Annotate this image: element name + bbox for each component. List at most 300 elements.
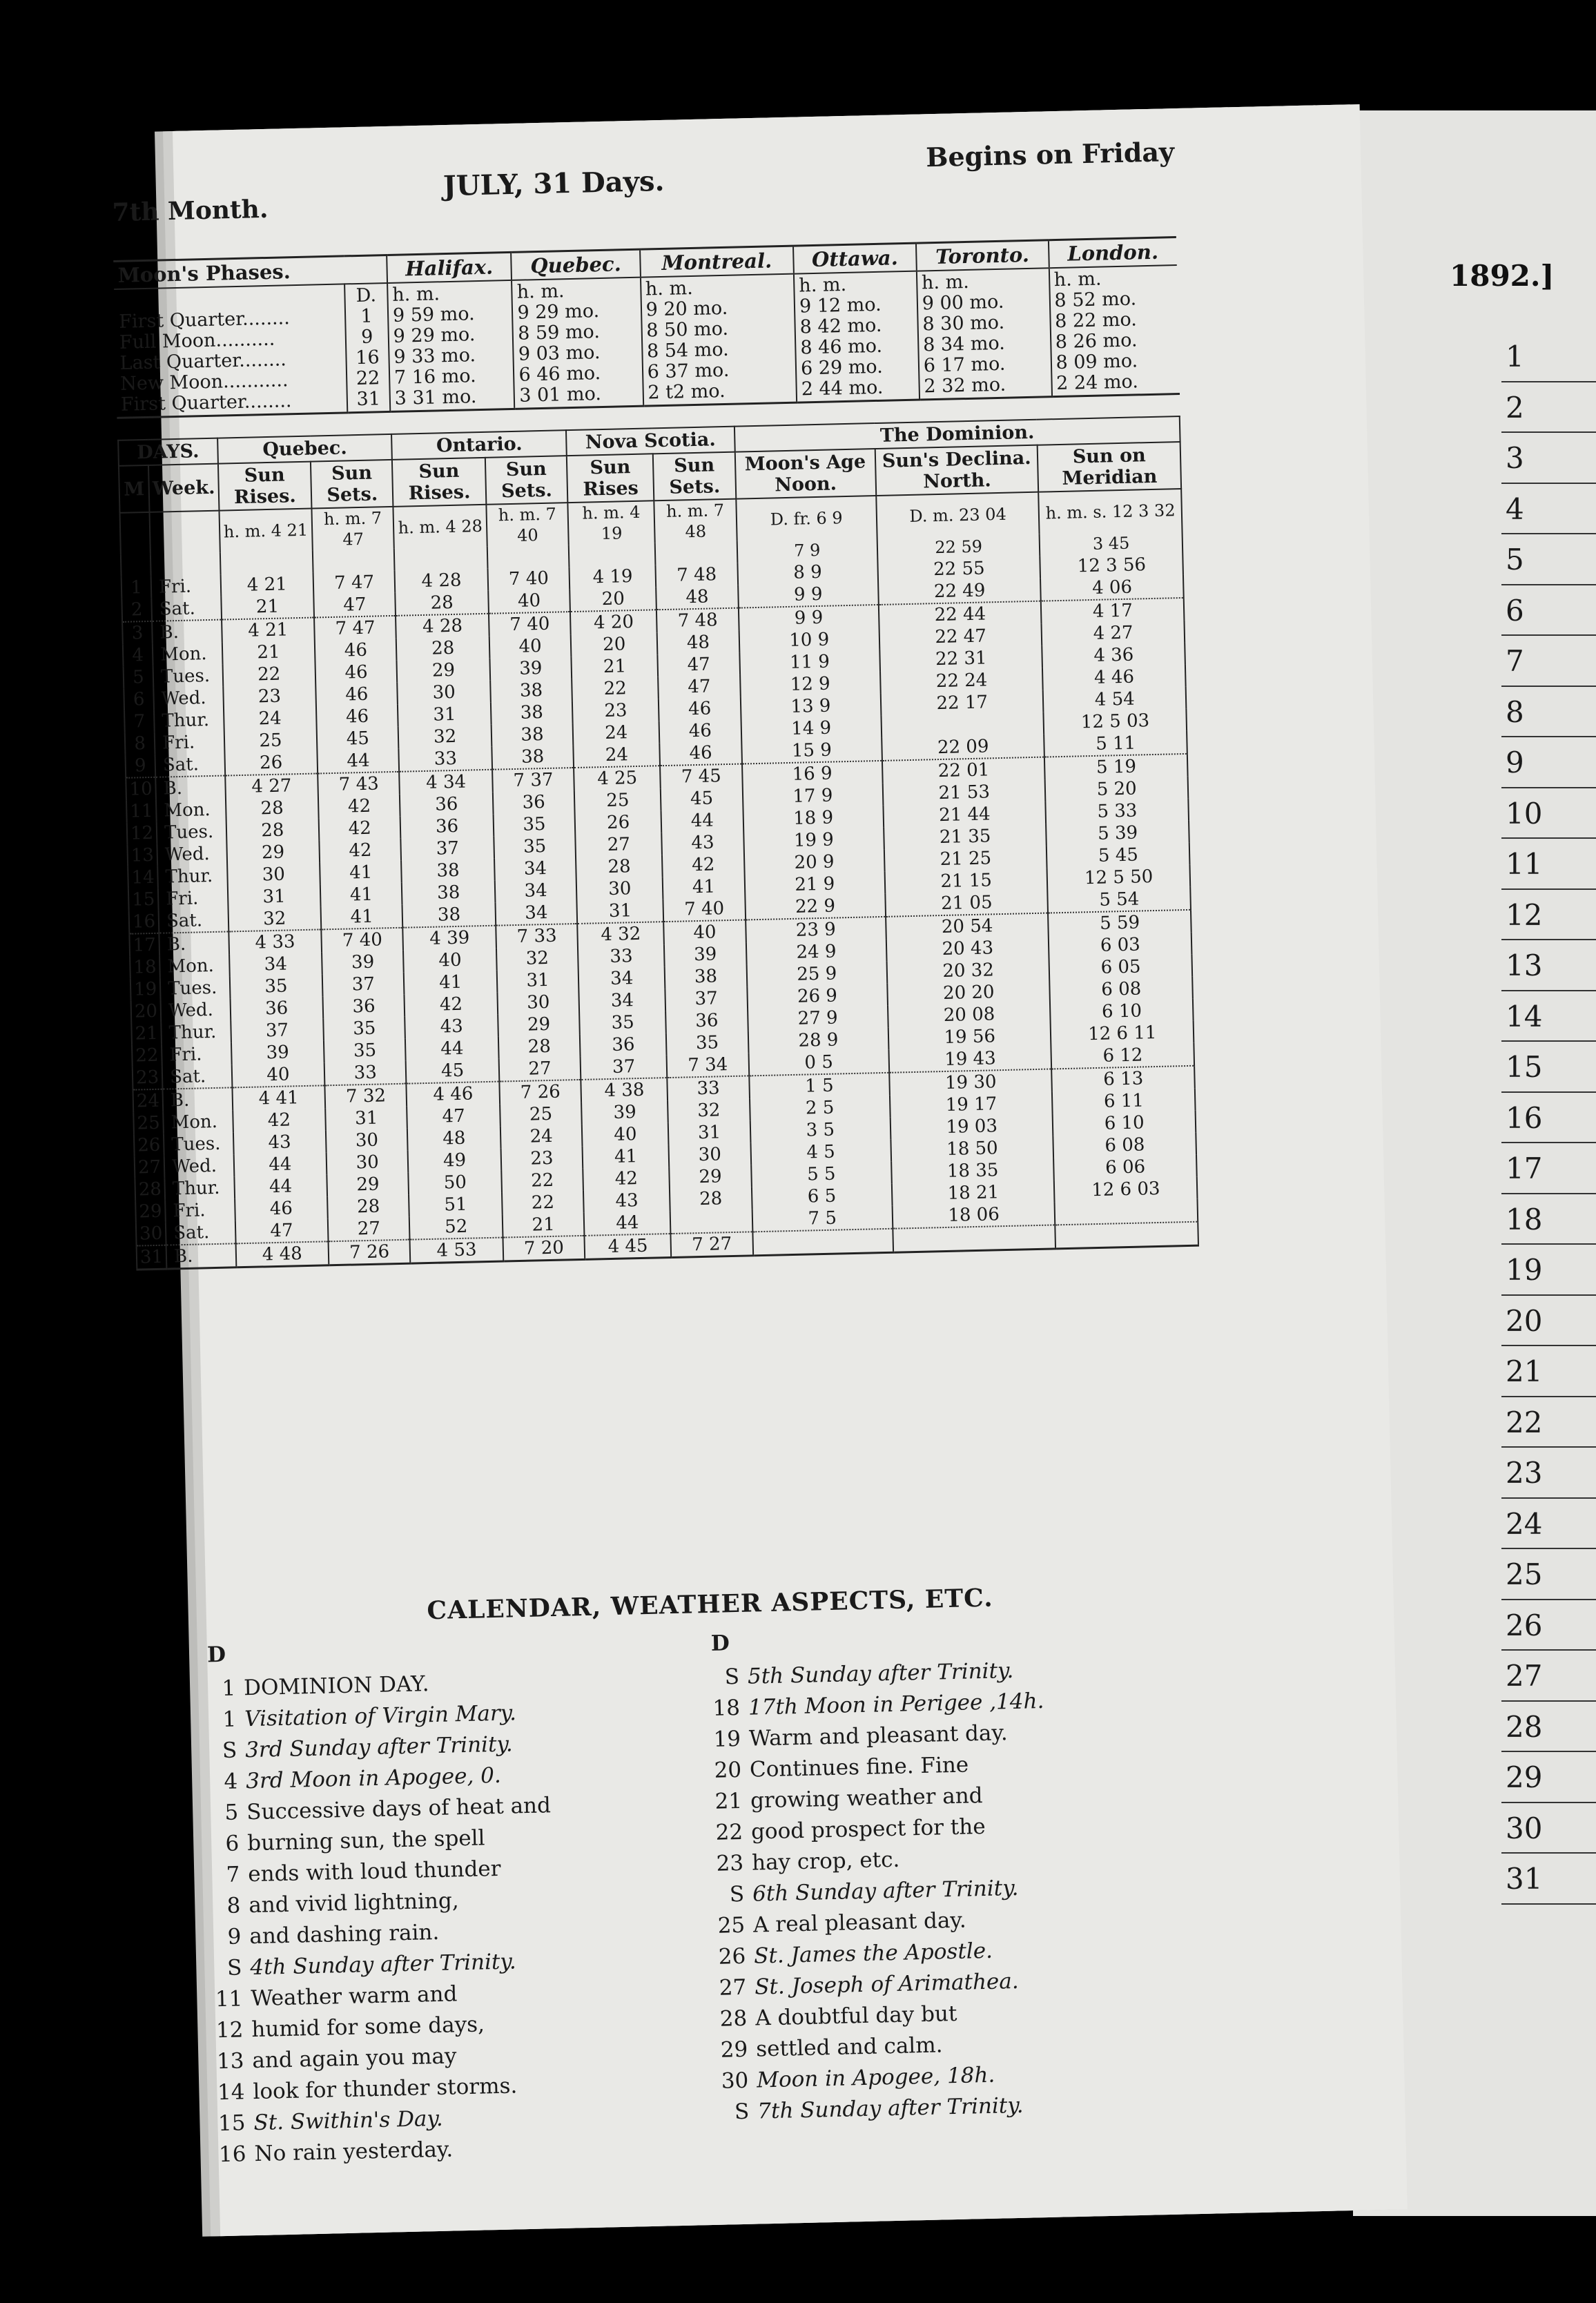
table-cell: 6 5	[752, 1184, 893, 1209]
table-cell: 22	[132, 1044, 162, 1067]
facing-page-number: 2	[1501, 382, 1596, 434]
table-cell: 28	[226, 818, 319, 842]
phase-times-toronto: h. m. 9 00 mo. 8 30 mo. 8 34 mo. 6 17 mo. 2 32 mo.	[917, 268, 1052, 400]
table-cell: 4	[123, 644, 153, 667]
unit-cell: 3 45	[1040, 531, 1183, 556]
table-cell: B.	[155, 776, 225, 800]
table-cell: 25	[500, 1102, 582, 1127]
table-cell: 15 9	[741, 738, 882, 764]
unit-cell: h. m. 4 19	[568, 501, 655, 545]
table-cell	[1055, 1222, 1198, 1249]
table-cell: 46	[660, 741, 742, 766]
table-cell: 28	[396, 591, 489, 616]
aspect-day: 13	[216, 2048, 244, 2074]
table-cell: 33	[324, 1061, 407, 1086]
table-cell: 4 32	[577, 922, 664, 946]
table-cell: 40	[403, 949, 496, 973]
aspect-text: 4th Sunday after Trinity.	[249, 1949, 516, 1981]
unit-cell: h. m. 7 48	[654, 499, 737, 543]
table-cell: 7 45	[660, 764, 742, 789]
aspect-day: 22	[715, 1819, 743, 1845]
facing-page-number: 29	[1501, 1752, 1596, 1803]
table-cell: 19 56	[888, 1024, 1051, 1049]
aspect-day: S	[734, 2099, 750, 2125]
table-cell: 35	[323, 1017, 405, 1041]
unit-cell: D. m. 23 04	[876, 492, 1040, 538]
table-cell: 43	[233, 1130, 327, 1154]
aspect-text: 17th Moon in Perigee ,14h.	[748, 1688, 1044, 1720]
table-cell: 4 25	[574, 766, 661, 790]
table-cell: 42	[318, 795, 400, 819]
table-cell: 4 06	[1041, 575, 1184, 601]
facing-page-number: 15	[1501, 1042, 1596, 1093]
table-cell: 28	[576, 855, 663, 879]
aspects-title: CALENDAR, WEATHER ASPECTS, ETC.	[427, 1583, 994, 1626]
table-cell: 7 37	[492, 768, 574, 793]
table-cell: 42	[405, 993, 498, 1017]
table-cell: 22 17	[881, 690, 1044, 716]
table-cell: 36	[400, 815, 494, 839]
table-cell: 4 53	[410, 1238, 503, 1264]
facing-page-number: 25	[1501, 1549, 1596, 1600]
aspect-text: A doubtful day but	[755, 2001, 957, 2031]
table-cell: 42	[583, 1167, 670, 1191]
unit-cell	[313, 549, 395, 573]
table-cell: 6 03	[1049, 933, 1191, 958]
aspect-day: 4	[224, 1769, 238, 1794]
table-cell: 21 25	[884, 846, 1047, 872]
aspect-day: 29	[720, 2037, 748, 2063]
table-cell: 37	[231, 1018, 324, 1042]
table-cell: 5 11	[1044, 731, 1187, 757]
table-cell: Fri.	[155, 731, 224, 755]
facing-page-number: 4	[1501, 484, 1596, 535]
table-cell: 7 40	[663, 897, 746, 922]
facing-page-number: 22	[1501, 1397, 1596, 1448]
table-cell: 20 08	[888, 1002, 1051, 1027]
table-cell: 18 06	[893, 1202, 1055, 1228]
table-cell: 12 6 11	[1051, 1021, 1194, 1047]
phase-times-ottawa: h. m. 9 12 mo. 8 42 mo. 8 46 mo. 6 29 mo. 2 44 mo.	[794, 271, 919, 402]
col-halifax: Halifax.	[387, 252, 512, 283]
table-cell: 21	[222, 641, 315, 665]
table-cell: 44	[234, 1174, 327, 1198]
col-ottawa: Ottawa.	[793, 243, 917, 274]
table-cell: 29	[397, 659, 490, 683]
table-cell: 24 9	[746, 940, 887, 965]
table-cell: 39	[489, 657, 572, 681]
table-cell: 9	[125, 755, 155, 778]
table-cell: 18	[130, 956, 160, 979]
table-cell: 52	[409, 1215, 503, 1240]
table-cell: 5	[124, 666, 154, 689]
table-cell: 6 08	[1053, 1133, 1196, 1158]
aspect-text: Moon in Apogee, 18h.	[756, 2062, 995, 2093]
table-cell: 23	[133, 1067, 163, 1090]
table-cell: 3 5	[750, 1118, 891, 1143]
aspect-day: 7	[226, 1862, 240, 1887]
facing-page-number: 31	[1501, 1854, 1596, 1905]
aspect-day: 25	[717, 1912, 746, 1938]
table-cell: 25	[224, 728, 317, 752]
table-cell: 7 47	[314, 616, 396, 641]
table-cell: 7 47	[313, 571, 396, 595]
table-cell: Sat.	[159, 908, 228, 933]
table-cell: 26	[134, 1134, 164, 1157]
aspect-text: and vivid lightning,	[248, 1888, 460, 1918]
table-cell	[881, 712, 1044, 738]
aspect-day: S	[729, 1881, 745, 1907]
table-cell: 5 39	[1047, 821, 1189, 846]
facing-page-number: 13	[1501, 940, 1596, 991]
unit-cell: h. m. 7 47	[311, 507, 394, 551]
table-cell: 1	[121, 576, 152, 599]
table-cell: 35	[324, 1039, 406, 1063]
table-cell: 43	[661, 831, 743, 855]
table-cell: 38	[402, 859, 495, 883]
table-cell: 47	[235, 1218, 329, 1243]
column-header: Sun on Meridian	[1038, 442, 1181, 492]
table-cell: 46	[315, 661, 398, 685]
table-cell	[893, 1225, 1055, 1252]
table-cell: 43	[583, 1189, 670, 1213]
table-cell: 44	[233, 1152, 327, 1176]
table-cell: Tues.	[164, 1132, 233, 1156]
table-cell: 4 20	[570, 610, 657, 634]
table-cell: 11 9	[739, 650, 880, 675]
table-cell: 27	[328, 1217, 410, 1242]
aspect-text: hay crop, etc.	[751, 1847, 900, 1876]
table-cell: Thur.	[154, 709, 224, 732]
table-cell: 44	[661, 809, 743, 833]
table-cell: 7 43	[318, 772, 400, 797]
table-cell: 6 08	[1050, 977, 1193, 1002]
unit-cell: h. m. 4 21	[219, 509, 313, 553]
table-cell: 26	[224, 750, 318, 775]
table-cell: 21 9	[744, 872, 885, 897]
table-cell: 44	[405, 1037, 498, 1061]
table-cell: 20 20	[887, 980, 1050, 1005]
aspect-text: 6th Sunday after Trinity.	[752, 1875, 1019, 1907]
facing-page-number: 28	[1501, 1702, 1596, 1753]
facing-page-number: 5	[1501, 534, 1596, 585]
table-cell: 41	[321, 905, 403, 930]
table-cell: 7 32	[324, 1084, 407, 1109]
table-cell: 12 5 50	[1047, 865, 1190, 891]
unit-cell	[394, 547, 487, 571]
table-cell: 8 9	[737, 560, 878, 585]
table-cell: 4 5	[750, 1140, 891, 1165]
col-montreal: Montreal.	[640, 246, 794, 278]
table-cell: Wed.	[164, 1154, 234, 1178]
table-cell: 36	[230, 996, 323, 1020]
table-cell: 25	[574, 788, 661, 813]
table-cell: 12 3 56	[1040, 553, 1183, 579]
table-cell: 27	[135, 1156, 165, 1179]
table-cell: 22	[222, 663, 315, 687]
col-london: London.	[1048, 237, 1176, 269]
table-cell: 22	[572, 677, 659, 701]
table-cell: 20	[570, 587, 656, 612]
table-cell: Mon.	[156, 799, 226, 822]
table-cell: 21 35	[884, 824, 1047, 850]
table-cell: 14 9	[741, 716, 882, 741]
aspect-text: St. Swithin's Day.	[253, 2106, 444, 2136]
facing-page-number: 11	[1501, 839, 1596, 890]
table-cell: 47	[407, 1105, 500, 1129]
table-cell: 28 9	[748, 1028, 888, 1053]
table-cell: 6 12	[1051, 1043, 1194, 1069]
unit-cell	[487, 545, 570, 569]
table-cell: 30	[497, 991, 579, 1015]
facing-page-numbers	[1501, 331, 1596, 1905]
table-cell: 19 17	[890, 1091, 1053, 1117]
table-cell: 13	[127, 844, 157, 867]
aspect-text: burning sun, the spell	[246, 1825, 485, 1856]
table-cell: 42	[319, 839, 401, 863]
facing-page-number: 23	[1501, 1448, 1596, 1499]
aspect-text: Weather warm and	[250, 1981, 458, 2012]
table-cell: 29	[669, 1165, 751, 1189]
table-cell: 22 09	[882, 735, 1044, 761]
table-cell: 9 9	[739, 605, 879, 631]
table-cell: 35	[666, 1031, 748, 1055]
table-cell: 45	[317, 727, 399, 751]
phase-times-quebec: h. m. 9 29 mo. 8 59 mo. 9 03 mo. 6 46 mo. 3 01 mo.	[512, 278, 643, 409]
table-cell: 41	[404, 971, 497, 995]
table-cell: 5 20	[1045, 777, 1188, 802]
group-nova-scotia: Nova Scotia.	[566, 427, 734, 456]
table-cell: 48	[407, 1127, 500, 1151]
day-label: D	[710, 1631, 730, 1656]
facing-page-number: 3	[1501, 433, 1596, 484]
aspect-text: Visitation of Virgin Mary.	[244, 1700, 517, 1732]
table-cell: 30	[576, 877, 663, 901]
table-cell: 33	[668, 1076, 750, 1100]
table-cell: 38	[491, 723, 573, 747]
table-cell: 12 5 03	[1044, 709, 1187, 735]
table-cell: 34	[579, 989, 666, 1013]
table-cell: 43	[405, 1015, 498, 1039]
table-cell: 47	[658, 653, 740, 677]
table-cell: Sat.	[155, 753, 225, 777]
table-cell: B.	[163, 1087, 233, 1111]
column-header: Sun's Declina. North.	[875, 445, 1039, 496]
table-cell: 33	[399, 747, 492, 772]
table-cell: 19 9	[743, 828, 884, 853]
table-cell: 7 48	[656, 608, 739, 633]
table-cell: 40	[231, 1062, 324, 1087]
table-cell: 28	[226, 796, 319, 820]
aspect-text: 5th Sunday after Trinity.	[747, 1658, 1014, 1689]
table-cell: 22	[501, 1169, 583, 1193]
table-cell: Mon.	[159, 954, 229, 978]
table-cell: 37	[401, 837, 494, 861]
table-cell: 3	[122, 621, 153, 645]
table-cell: 7	[124, 710, 155, 733]
table-cell: 42	[233, 1108, 326, 1132]
table-cell: 22 24	[880, 668, 1043, 694]
begins-on: Begins on Friday	[925, 136, 1175, 173]
table-cell: 5 45	[1047, 843, 1189, 868]
facing-page-number: 8	[1501, 687, 1596, 738]
table-cell: 46	[316, 705, 398, 729]
table-cell: 23	[572, 699, 659, 723]
facing-page-number: 24	[1501, 1499, 1596, 1550]
unit-cell: D. fr. 6 9	[736, 496, 877, 541]
group-quebec: Quebec.	[217, 434, 393, 464]
table-cell: 7 40	[489, 612, 571, 637]
table-cell	[752, 1229, 893, 1256]
month-number: 7th Month.	[112, 194, 269, 228]
table-cell: 2 5	[750, 1096, 891, 1121]
facing-page-number: 6	[1501, 585, 1596, 637]
table-cell: Sat.	[166, 1221, 235, 1245]
table-cell: 19 43	[888, 1046, 1051, 1072]
unit-cell: h. m. 7 40	[486, 503, 569, 547]
unit-cell	[150, 511, 220, 554]
unit-cell: 7 9	[737, 538, 877, 563]
table-cell: 21 05	[885, 891, 1048, 917]
table-cell: 19 30	[889, 1069, 1052, 1095]
table-cell: 4 34	[400, 770, 493, 795]
aspect-day: 28	[719, 2005, 748, 2032]
facing-page-number: 16	[1501, 1093, 1596, 1144]
aspect-day: 11	[215, 1986, 243, 2012]
facing-page-number: 18	[1501, 1194, 1596, 1245]
table-cell: 25	[133, 1112, 164, 1135]
table-cell: 37	[581, 1055, 668, 1080]
weather-aspects	[206, 1578, 1226, 2170]
table-cell: 6	[124, 688, 154, 711]
table-cell: 35	[493, 813, 575, 837]
aspect-day: 15	[217, 2110, 246, 2137]
unit-cell: 22 59	[877, 534, 1040, 560]
table-cell: 37	[665, 987, 748, 1011]
phase-times-london: h. m. 8 52 mo. 8 22 mo. 8 26 mo. 8 09 mo. 2 24 mo.	[1049, 265, 1180, 397]
table-cell: 32	[496, 946, 578, 971]
almanac-page	[112, 104, 1408, 2236]
unit-cell	[150, 553, 220, 576]
table-cell: 5 59	[1049, 910, 1191, 936]
table-cell: 31	[325, 1107, 407, 1131]
table-cell: 7 26	[499, 1080, 581, 1105]
aspect-text: humid for some days,	[251, 2012, 485, 2043]
table-cell: 4 27	[1042, 621, 1185, 646]
facing-page-number: 10	[1501, 788, 1596, 839]
table-cell: 48	[656, 585, 738, 610]
table-cell: Thur.	[161, 1020, 231, 1044]
aspect-text: Continues fine. Fine	[749, 1752, 969, 1782]
table-cell: 5 33	[1046, 799, 1189, 824]
facing-page-number: 9	[1501, 737, 1596, 788]
table-cell: 22 49	[878, 579, 1041, 605]
table-cell: 30	[327, 1151, 409, 1175]
table-cell: 24	[574, 743, 661, 768]
table-cell: 6 10	[1053, 1111, 1196, 1136]
table-cell: 19	[130, 978, 161, 1001]
aspect-day: 30	[721, 2068, 749, 2094]
table-cell: 23 9	[746, 917, 886, 943]
facing-page-number: 1	[1501, 331, 1596, 382]
aspect-day: 12	[215, 2017, 244, 2043]
table-cell: 31	[577, 899, 664, 924]
aspect-text: look for thunder storms.	[253, 2073, 518, 2105]
table-cell: 39	[581, 1100, 668, 1125]
aspect-text: ends with loud thunder	[247, 1856, 501, 1887]
table-cell: 22 01	[882, 757, 1045, 784]
table-cell: 27	[498, 1057, 581, 1082]
aspect-text: 3rd Sunday after Trinity.	[244, 1731, 514, 1763]
table-cell: 20 43	[886, 936, 1049, 962]
phase-days: D. 1 9 16 22 31	[344, 283, 390, 413]
page-header	[111, 136, 1176, 250]
table-cell: 22 55	[877, 556, 1040, 582]
table-cell: 36	[665, 1009, 748, 1033]
table-cell: 41	[583, 1145, 670, 1169]
table-cell: 26	[575, 810, 662, 835]
table-cell: 21	[131, 1022, 162, 1045]
table-cell: 18 21	[892, 1180, 1055, 1205]
group-dominion: The Dominion.	[734, 416, 1180, 452]
table-cell: 21 53	[883, 780, 1046, 806]
table-cell: 40	[663, 920, 746, 944]
table-cell: 32	[398, 725, 492, 749]
table-cell: 28	[498, 1035, 581, 1059]
column-header: Moon's Age Noon.	[734, 449, 876, 499]
phase-names: First Quarter........ Full Moon.......... Last Quarter........ New Moon........... First Quarter........	[114, 284, 347, 418]
table-cell: B.	[159, 931, 228, 955]
table-cell: 27 9	[748, 1006, 888, 1031]
table-cell: 14	[128, 866, 158, 889]
aspect-day: S	[222, 1738, 237, 1763]
phase-times-montreal: h. m. 9 20 mo. 8 50 mo. 8 54 mo. 6 37 mo. 2 t2 mo.	[641, 274, 797, 406]
table-cell: 30	[669, 1143, 751, 1167]
aspect-day: 1	[222, 1675, 236, 1701]
table-cell: 19 03	[891, 1114, 1053, 1139]
facing-page-number: 17	[1501, 1143, 1596, 1194]
aspect-text: Warm and pleasant day.	[748, 1720, 1009, 1751]
facing-page-number: 30	[1501, 1803, 1596, 1854]
table-cell: 4 48	[235, 1241, 329, 1267]
table-cell: 5 54	[1048, 887, 1191, 913]
table-cell: 35	[494, 835, 576, 859]
aspect-day: 16	[218, 2141, 246, 2168]
table-cell: 0 5	[748, 1050, 889, 1076]
table-cell: 39	[664, 942, 746, 966]
table-cell: 35	[579, 1011, 666, 1035]
group-ontario: Ontario.	[392, 430, 567, 460]
column-header: Week.	[148, 464, 219, 512]
table-cell: 22 44	[879, 601, 1042, 628]
table-cell: 41	[320, 861, 402, 885]
column-header: Sun Rises.	[392, 458, 486, 507]
table-cell: 6 11	[1052, 1089, 1195, 1114]
table-cell: 4 46	[407, 1082, 500, 1107]
table-cell: Wed.	[157, 842, 227, 866]
unit-cell	[120, 512, 150, 555]
table-cell: 32	[668, 1098, 750, 1123]
table-cell: Wed.	[161, 998, 231, 1022]
table-cell: 40	[489, 634, 572, 659]
table-cell: 23	[500, 1147, 583, 1171]
table-cell: 18 50	[891, 1136, 1053, 1161]
aspect-day: 8	[226, 1893, 241, 1918]
table-cell: 45	[661, 787, 743, 811]
table-cell: 36	[580, 1033, 667, 1057]
table-cell: 30	[227, 862, 320, 886]
table-cell: Tues.	[157, 821, 226, 844]
